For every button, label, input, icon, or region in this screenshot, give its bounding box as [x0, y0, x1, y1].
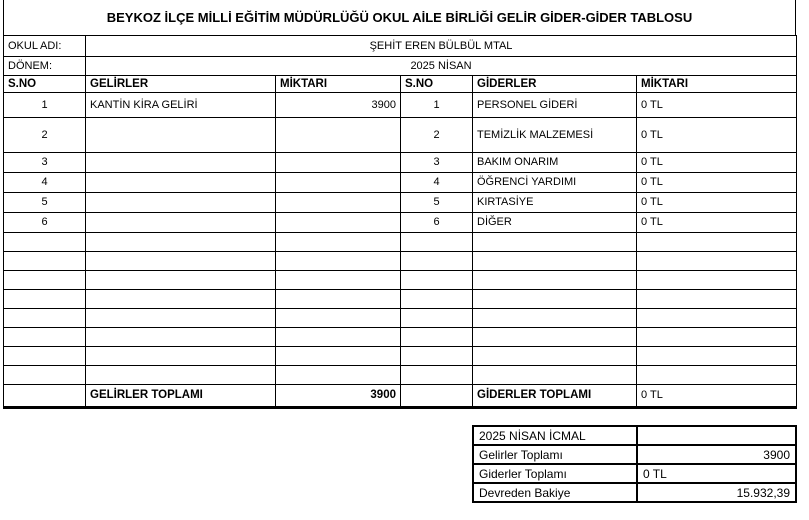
cell-gelir-name: KANTİN KİRA GELİRİ	[86, 93, 276, 118]
header-sno-left: S.NO	[4, 76, 86, 93]
cell-gelir-miktar	[276, 193, 401, 213]
empty-row	[4, 309, 797, 328]
donem-label: DÖNEM:	[4, 57, 86, 76]
cell-gider-name: PERSONEL GİDERİ	[473, 93, 637, 118]
icmal-row	[473, 464, 796, 483]
cell-gider-no: 4	[401, 173, 473, 193]
cell-gider-miktar: 0 TL	[637, 93, 797, 118]
cell-gelir-miktar	[276, 173, 401, 193]
donem-value: 2025 NİSAN	[86, 57, 797, 76]
empty-row	[4, 233, 797, 252]
icmal-gelirler-label: Gelirler Toplamı	[473, 445, 637, 464]
icmal-table	[472, 425, 797, 503]
empty-row	[4, 290, 797, 309]
empty-row	[4, 252, 797, 271]
empty-row	[4, 328, 797, 347]
giderler-toplami-value: 0 TL	[637, 385, 797, 408]
okul-adi-value: ŞEHİT EREN BÜLBÜL MTAL	[86, 36, 797, 57]
cell-gider-name: TEMİZLİK MALZEMESİ	[473, 118, 637, 153]
cell-gelir-name	[86, 213, 276, 233]
empty-row	[4, 366, 797, 385]
cell-gider-no: 5	[401, 193, 473, 213]
empty-row	[4, 347, 797, 366]
cell-gelir-miktar	[276, 118, 401, 153]
cell-gider-name: KIRTASİYE	[473, 193, 637, 213]
okul-adi-row	[4, 36, 797, 57]
cell-gelir-name	[86, 118, 276, 153]
page-title: BEYKOZ İLÇE MİLLİ EĞİTİM MÜDÜRLÜĞÜ OKUL AİLE BİRLİĞİ GELİR GİDER-GİDER TABLOSU	[3, 0, 796, 35]
cell-gelir-no: 1	[4, 93, 86, 118]
header-miktari-left: MİKTARI	[276, 76, 401, 93]
cell-gider-miktar: 0 TL	[637, 118, 797, 153]
table-row	[4, 93, 797, 118]
cell-gider-no: 1	[401, 93, 473, 118]
cell-gelir-name	[86, 173, 276, 193]
table-row	[4, 213, 797, 233]
cell-gelir-no: 6	[4, 213, 86, 233]
cell-gelir-name	[86, 193, 276, 213]
header-sno-right: S.NO	[401, 76, 473, 93]
icmal-devreden-value: 15.932,39	[637, 483, 796, 502]
icmal-giderler-label: Giderler Toplamı	[473, 464, 637, 483]
cell-gider-no: 3	[401, 153, 473, 173]
header-miktari-right: MİKTARI	[637, 76, 797, 93]
icmal-gelirler-value: 3900	[637, 445, 796, 464]
donem-row	[4, 57, 797, 76]
cell-gider-name: DİĞER	[473, 213, 637, 233]
okul-adi-label: OKUL ADI:	[4, 36, 86, 57]
gelirler-toplami-label: GELİRLER TOPLAMI	[86, 385, 276, 408]
header-giderler: GİDERLER	[473, 76, 637, 93]
cell-gelir-no: 4	[4, 173, 86, 193]
table-row	[4, 118, 797, 153]
cell-gider-no: 2	[401, 118, 473, 153]
cell-gider-miktar: 0 TL	[637, 153, 797, 173]
table-row	[4, 153, 797, 173]
table-row	[4, 173, 797, 193]
icmal-title: 2025 NİSAN İCMAL	[473, 426, 637, 445]
main-table	[3, 35, 797, 409]
icmal-row	[473, 445, 796, 464]
gelirler-toplami-value: 3900	[276, 385, 401, 408]
giderler-toplami-label: GİDERLER TOPLAMI	[473, 385, 637, 408]
cell-gelir-no: 2	[4, 118, 86, 153]
cell-gider-miktar: 0 TL	[637, 213, 797, 233]
cell-gider-no: 6	[401, 213, 473, 233]
cell-gelir-no: 5	[4, 193, 86, 213]
icmal-title-row	[473, 426, 796, 445]
cell-gelir-no: 3	[4, 153, 86, 173]
table-header-row	[4, 76, 797, 93]
cell-gider-miktar: 0 TL	[637, 173, 797, 193]
cell-gelir-name	[86, 153, 276, 173]
cell-gider-name: BAKIM ONARIM	[473, 153, 637, 173]
totals-row	[4, 385, 797, 408]
cell-gider-name: ÖĞRENCİ YARDIMI	[473, 173, 637, 193]
cell-gelir-miktar	[276, 213, 401, 233]
header-gelirler: GELİRLER	[86, 76, 276, 93]
cell-gider-miktar: 0 TL	[637, 193, 797, 213]
table-row	[4, 193, 797, 213]
icmal-row	[473, 483, 796, 502]
icmal-giderler-value: 0 TL	[637, 464, 796, 483]
cell-gelir-miktar	[276, 153, 401, 173]
empty-row	[4, 271, 797, 290]
icmal-devreden-label: Devreden Bakiye	[473, 483, 637, 502]
cell-gelir-miktar: 3900	[276, 93, 401, 118]
